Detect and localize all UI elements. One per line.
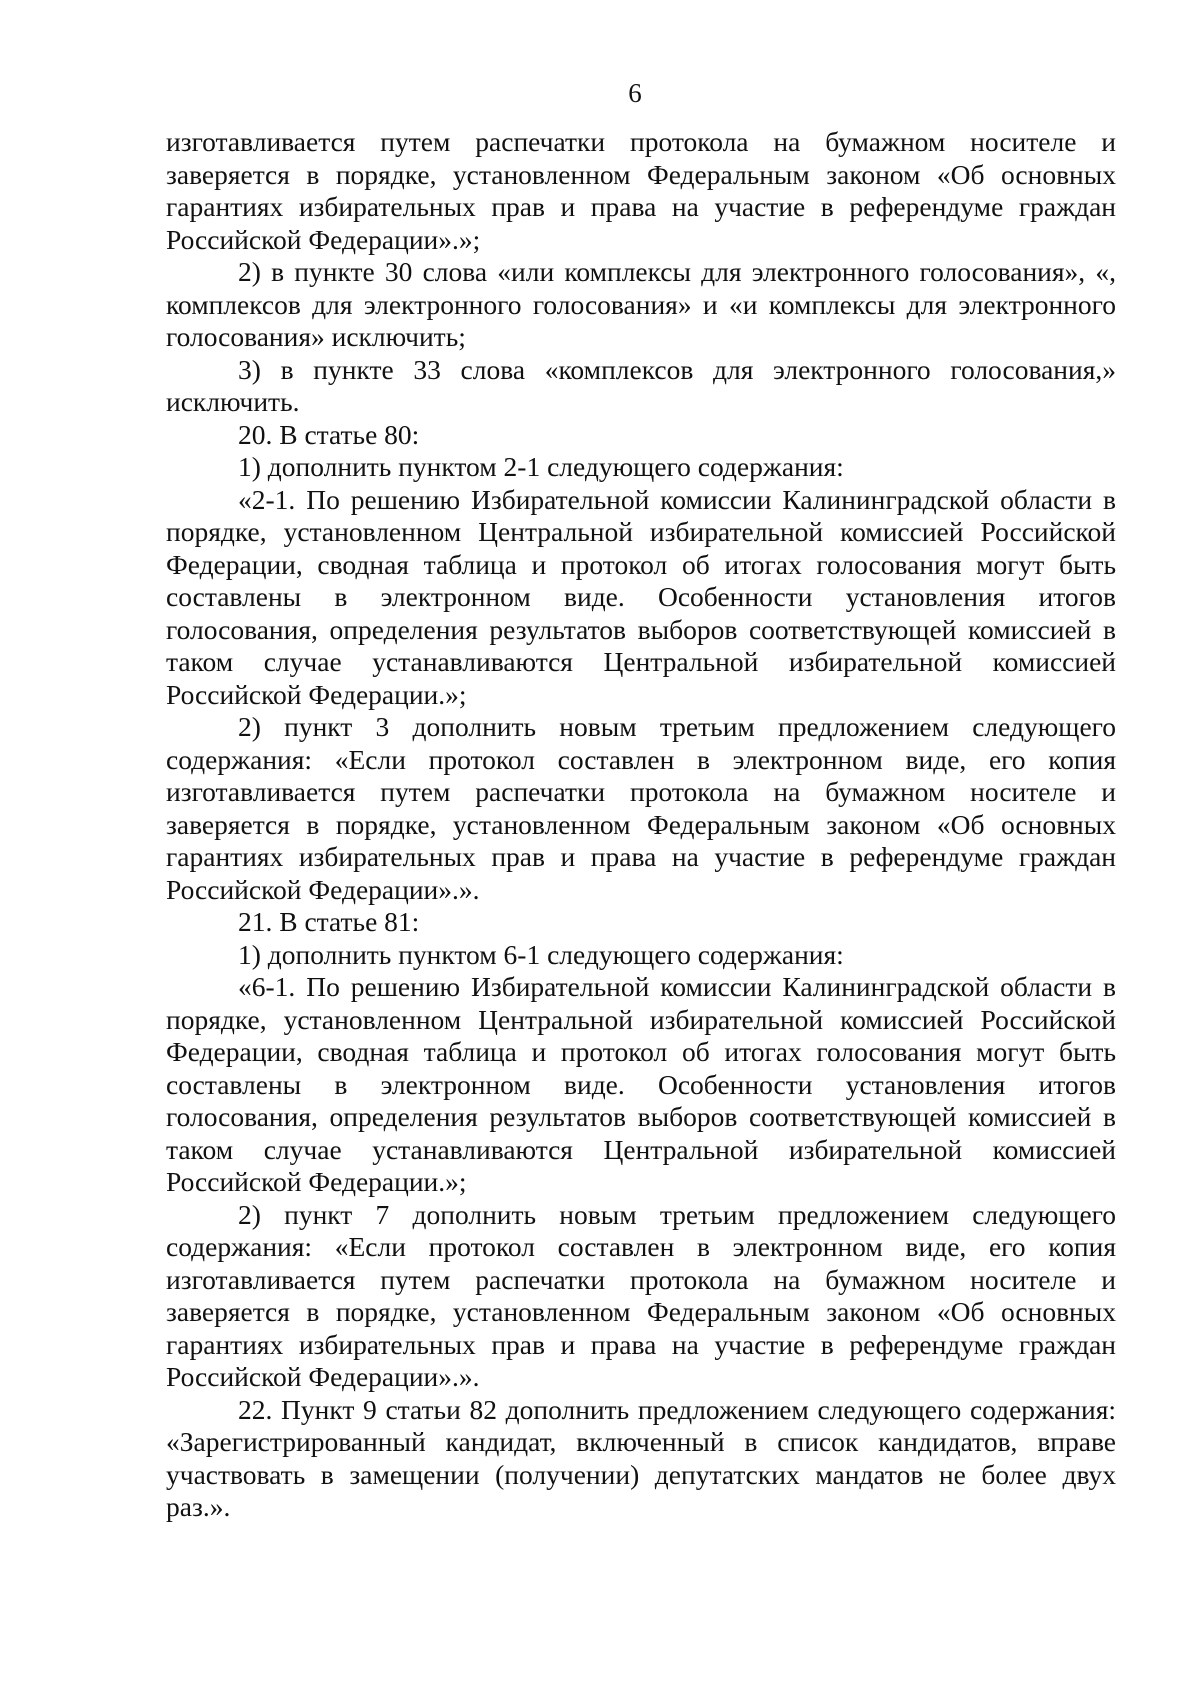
document-body <box>166 126 1116 1524</box>
paragraph: «2-1. По решению Избирательной комиссии Калининградской области в порядке, установленном Центральной избирательной комиссией Российской Федерации, сводная таблица и протокол об итогах голосования могут быть составлены в электронном виде. Особенности установления итогов голосования, определения результатов выборов соответствующей комиссией в таком случае устанавливаются Центральной избирательной комиссией Российской Федерации.»; <box>166 483 1116 710</box>
paragraph: «6-1. По решению Избирательной комиссии Калининградской области в порядке, установленном Центральной избирательной комиссией Российской Федерации, сводная таблица и протокол об итогах голосования могут быть составлены в электронном виде. Особенности установления итогов голосования, определения результатов выборов соответствующей комиссией в таком случае устанавливаются Центральной избирательной комиссией Российской Федерации.»; <box>166 971 1116 1197</box>
paragraph: 1) дополнить пунктом 6-1 следующего содержания: <box>238 938 844 970</box>
paragraph: 22. Пункт 9 статьи 82 дополнить предложением следующего содержания: «Зарегистрированный кандидат, включенный в список кандидатов, вправе участвовать в замещении (получении) депутатских мандатов не более двух раз.». <box>166 1393 1116 1522</box>
article-heading: 20. В статье 80: <box>238 418 420 450</box>
article-heading: 21. В статье 81: <box>238 906 420 937</box>
paragraph: 2) пункт 7 дополнить новым третьим предложением следующего содержания: «Если протокол составлен в электронном виде, его копия изготавливается путем распечатки протокола на бумажном носителе и заверяется в порядке, установленном Федеральным законом «Об основных гарантиях избирательных прав и права на участие в референдуме граждан Российской Федерации».». <box>166 1198 1116 1392</box>
paragraph: 3) в пункте 33 слова «комплексов для электронного голосования,» исключить. <box>166 353 1116 417</box>
paragraph: 1) дополнить пунктом 2-1 следующего содержания: <box>238 451 844 482</box>
page-number: 6 <box>628 78 642 108</box>
paragraph: 2) пункт 3 дополнить новым третьим предложением следующего содержания: «Если протокол составлен в электронном виде, его копия изготавливается путем распечатки протокола на бумажном носителе и заверяется в порядке, установленном Федеральным законом «Об основных гарантиях избирательных прав и права на участие в референдуме граждан Российской Федерации».». <box>166 711 1116 905</box>
paragraph: 2) в пункте 30 слова «или комплексы для электронного голосования», «, комплексов для электронного голосования» и «и комплексы для электронного голосования» исключить; <box>166 256 1116 352</box>
paragraph: изготавливается путем распечатки протокола на бумажном носителе и заверяется в порядке, установленном Федеральным законом «Об основных гарантиях избирательных прав и права на участие в референдуме граждан Российской Федерации».»; <box>166 126 1116 255</box>
